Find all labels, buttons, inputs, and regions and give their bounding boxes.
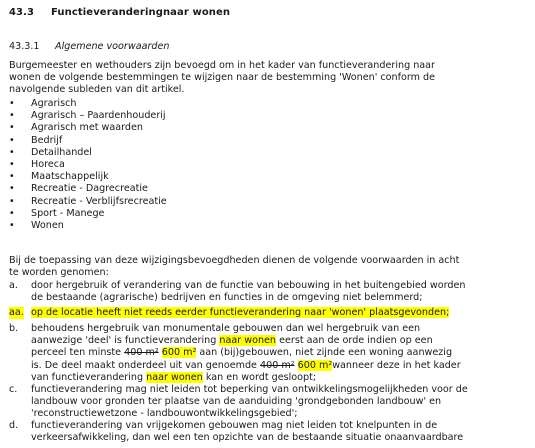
condition-text	[31, 280, 531, 304]
intro-paragraph	[9, 60, 529, 97]
condition-marker: b.	[9, 323, 19, 334]
condition-marker: a.	[9, 280, 18, 291]
section-number: 43.3	[9, 7, 35, 18]
condition-marker: c.	[9, 384, 18, 395]
text-run: van functieverandering	[31, 371, 147, 383]
condition-line: de bestaande (agrarische) bedrijven en functies in de omgeving niet belemmerd;	[31, 292, 423, 304]
list-item: • Agrarisch	[9, 98, 167, 110]
struck-text: 400 m²	[260, 359, 295, 371]
list-item: • Agrarisch met waarden	[9, 122, 167, 134]
bestemmingen-list	[9, 98, 167, 232]
condition-marker: aa.	[9, 307, 24, 318]
condition-marker: d.	[9, 420, 19, 431]
list-item: • Horeca	[9, 159, 167, 171]
list-item: • Maatschappelijk	[9, 171, 167, 183]
text-run: eerst aan de orde indien op een	[276, 335, 433, 347]
condition-line: functieverandering mag niet leiden tot beperking van ontwikkelingsmogelijkheden voor de	[31, 384, 468, 395]
list-item: • Agrarisch – Paardenhouderij	[9, 110, 167, 122]
highlighted-text: op de locatie heeft niet reeds eerder functieverandering naar 'wonen' plaatsgevonden;	[31, 307, 450, 318]
highlighted-text: 600 m²	[297, 359, 333, 371]
condition-text	[31, 384, 531, 421]
condition-text	[31, 420, 531, 444]
condition-line	[31, 335, 531, 347]
condition-text	[31, 323, 531, 384]
struck-text: 400 m²	[124, 347, 159, 359]
intro-line: navolgende subleden van dit artikel.	[9, 84, 185, 96]
subsection-title: Algemene voorwaarden	[55, 41, 170, 52]
subsection-heading	[9, 41, 169, 52]
list-item: • Sport - Manege	[9, 208, 167, 220]
condition-line	[31, 372, 531, 384]
condition-text	[31, 307, 531, 319]
condition-line: door hergebruik of verandering van de functie van bebouwing in het buitengebied worden	[31, 280, 466, 291]
text-run: aanwezige 'deel' is functieverandering	[31, 335, 220, 347]
text-run: is. De deel maakt onderdeel uit van genoemde	[31, 359, 260, 371]
list-item: • Detailhandel	[9, 147, 167, 159]
list-item: • Bedrijf	[9, 135, 167, 147]
intro-line: wonen de volgende bestemmingen te wijzigen naar de bestemming 'Wonen' conform de	[9, 72, 436, 84]
conditions-intro-line: te worden genomen:	[9, 267, 109, 279]
intro-line: Burgemeester en wethouders zijn bevoegd om in het kader van functieverandering naar	[9, 60, 435, 71]
list-item: • Recreatie - Verblijfsrecreatie	[9, 196, 167, 208]
section-heading	[9, 7, 230, 18]
list-item: • Recreatie - Dagrecreatie	[9, 183, 167, 195]
condition-line	[31, 360, 531, 372]
conditions-intro-line: Bij de toepassing van deze wijzigingsbevoegdheden dienen de volgende voorwaarden in acht	[9, 255, 460, 266]
text-run: aan (bij)gebouwen, niet zijnde een woning aanwezig	[196, 347, 453, 359]
condition-line: 'reconstructiewetzone - landbouwontwikkelingsgebied';	[31, 408, 298, 420]
text-run: wanneer deze in het kader	[332, 359, 461, 371]
condition-line: behoudens hergebruik van monumentale gebouwen dan wel hergebruik van een	[31, 323, 421, 334]
text-run: perceel ten minste	[31, 347, 125, 359]
list-item: • Wonen	[9, 220, 167, 232]
highlighted-text: naar wonen	[219, 335, 277, 347]
highlighted-text: naar wonen	[146, 371, 203, 383]
condition-line: verkeersafwikkeling, dan wel een ten opzichte van de bestaande situatie onaanvaardbare	[31, 432, 464, 444]
text-run: kan en wordt gesloopt;	[202, 371, 317, 383]
condition-line	[31, 347, 531, 359]
condition-line: landbouw voor gronden ter plaatse van de aanduiding 'grondgebonden landbouw' en	[31, 396, 442, 408]
conditions-intro	[9, 255, 529, 279]
subsection-number: 43.3.1	[9, 41, 40, 52]
section-title: Functieveranderingnaar wonen	[51, 7, 231, 18]
highlighted-text: 600 m²	[161, 347, 197, 359]
condition-line: functieverandering van vrijgekomen gebouwen mag niet leiden tot knelpunten in de	[31, 420, 438, 431]
